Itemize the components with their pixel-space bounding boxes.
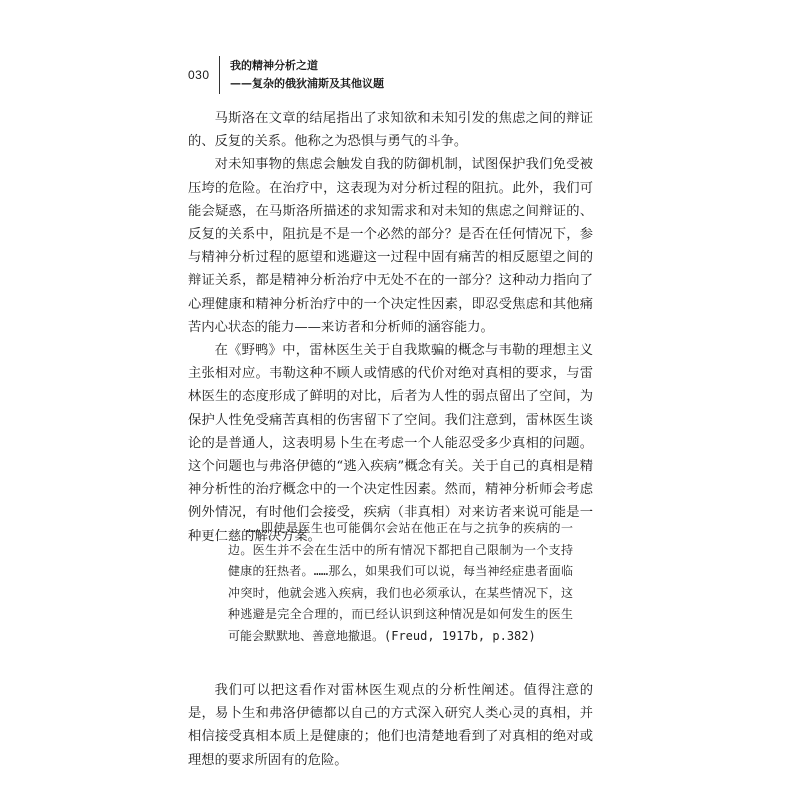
book-title: 我的精神分析之道 [230,59,318,72]
page-number: 030 [188,68,210,82]
block-quote-text: ……即使是医生也可能偶尔会站在他正在与之抗争的疾病的一边。医生并不会在生活中的所有情况下都把自己限制为一个支持健康的狂热者。……那么，如果我们可以说，每当神经症患者面临冲突时，他就会逃入疾病，我们也必须承认，在某些情况下，这种逃避是完全合理的，而已经认识到这种情况是如何发生的医生可能会默默地、善意地撤退。(Freud, 1917b, p.382) [228,521,573,643]
main-text [188,107,593,548]
closing-paragraph: 我们可以把这看作对雷林医生观点的分析性阐述。值得注意的是，易卜生和弗洛伊德都以自己的方式深入研究人类心灵的真相，并相信接受真相本质上是健康的；他们也清楚地看到了对真相的绝对或理想的要求所固有的危险。 [188,683,593,768]
block-quote [228,518,573,648]
book-subtitle: ——复杂的俄狄浦斯及其他议题 [230,77,384,90]
closing-text [188,679,593,772]
paragraph: 在《野鸭》中，雷林医生关于自我欺骗的概念与韦勒的理想主义主张相对应。韦勒这种不顾人或情感的代价对绝对真相的要求，与雷林医生的态度形成了鲜明的对比，后者为人性的弱点留出了空间，为保护人性免受痛苦真相的伤害留下了空间。我们注意到，雷林医生谈论的是普通人，这表明易卜生在考虑一个人能忍受多少真相的问题。这个问题也与弗洛伊德的“逃入疾病”概念有关。关于自己的真相是精神分析性的治疗概念中的一个决定性因素。然而，精神分析师会考虑例外情况，有时他们会接受，疾病（非真相）对来访者来说可能是一种更仁慈的解决方案。 [188,343,593,544]
header-titles [230,57,384,93]
paragraph: 对未知事物的焦虑会触发自我的防御机制，试图保护我们免受被压垮的危险。在治疗中，这表现为对分析过程的阻抗。此外，我们可能会疑惑，在马斯洛所描述的求知需求和对未知的焦虑之间辩证的、反复的关系中，阻抗是不是一个必然的部分？是否在任何情况下，参与精神分析过程的愿望和逃避这一过程中固有痛苦的相反愿望之间的辩证关系，都是精神分析治疗中无处不在的一部分？这种动力指向了心理健康和精神分析治疗中的一个决定性因素，即忍受焦虑和其他痛苦内心状态的能力——来访者和分析师的涵容能力。 [188,157,593,335]
paragraph: 马斯洛在文章的结尾指出了求知欲和未知引发的焦虑之间的辩证的、反复的关系。他称之为恐惧与勇气的斗争。 [188,111,593,150]
header-divider [219,56,220,94]
